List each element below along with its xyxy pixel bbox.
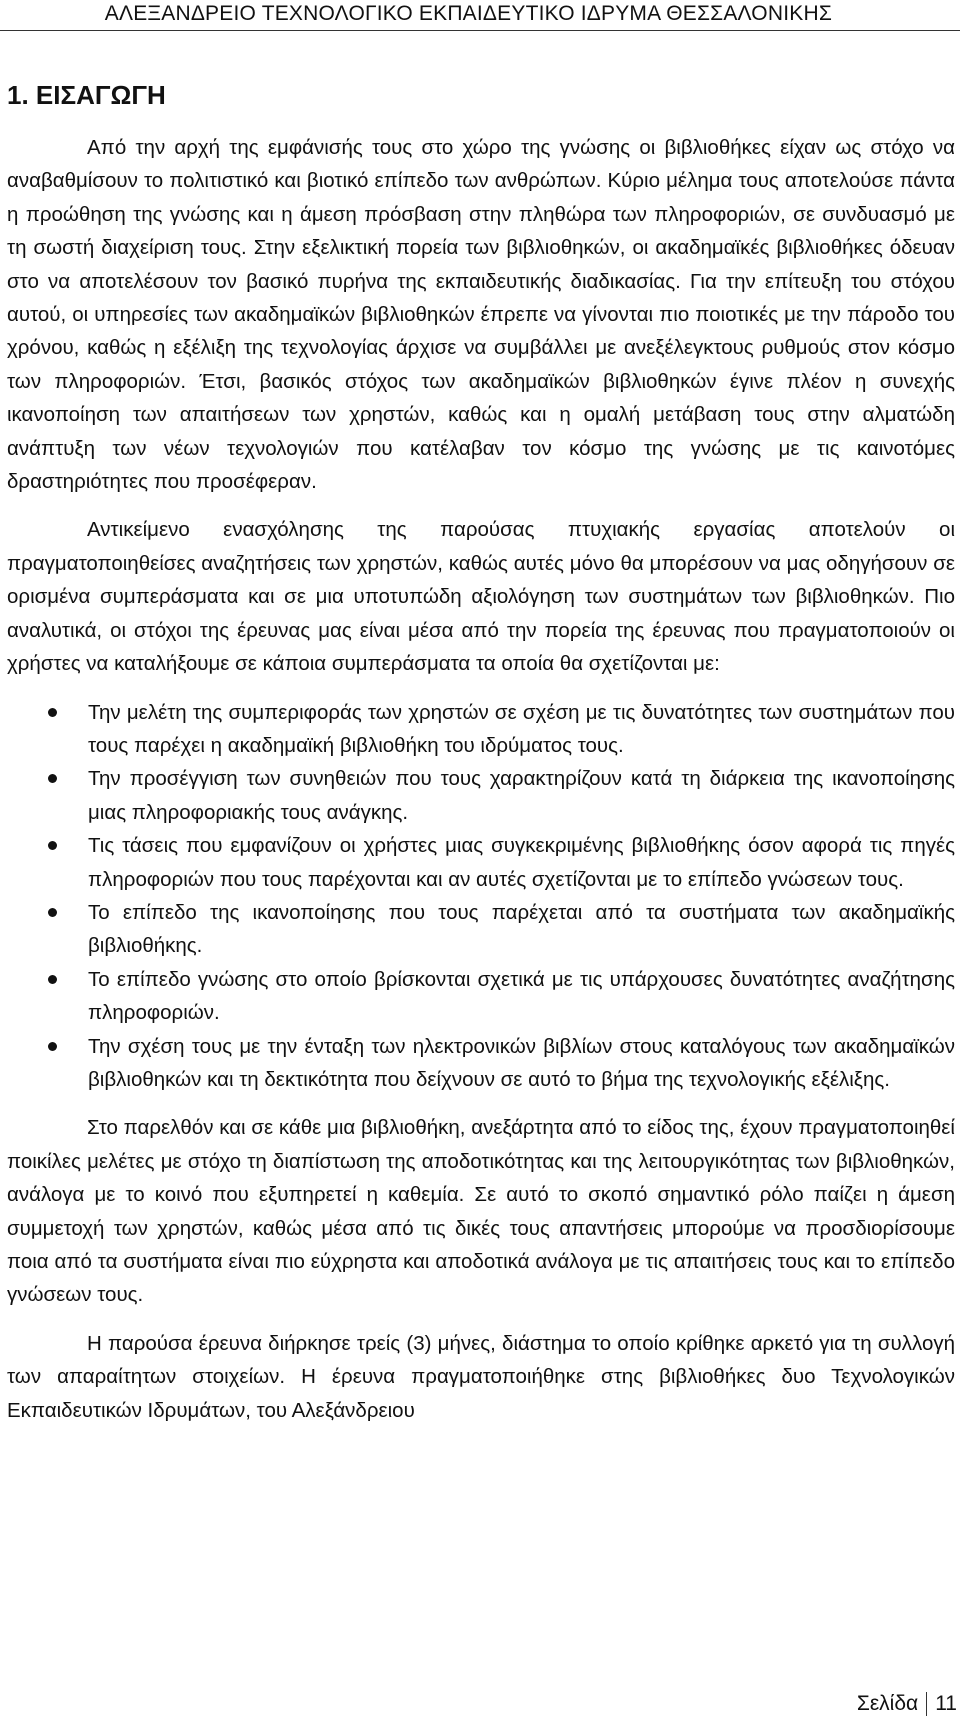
list-item (7, 896, 955, 963)
objectives-list (7, 696, 955, 1097)
paragraph-1: Από την αρχή της εμφάνισής τους στο χώρο της γνώσης οι βιβλιοθήκες είχαν ως στόχο να αναβαθμίσουν το πολιτιστικό και βιοτικό επίπεδο των ανθρώπων. Κύριο μέλημα τους αποτελούσε πάντα η προώθηση της γνώσης και η άμεση πρόσβαση στην πληθώρα των πληροφοριών, σε συνδυασμό με τη σωστή διαχείριση τους. Στην εξελικτική πορεία των βιβλιοθηκών, οι ακαδημαϊκές βιβλιοθήκες όδευαν στο να αποτελέσουν τον βασικό πυρήνα της εκπαιδευτικής διαδικασίας. Για την επίτευξη του στόχου αυτού, οι υπηρεσίες των ακαδημαϊκών βιβλιοθηκών έπρεπε να γίνονται πιο ποιοτικές με την πάροδο του χρόνου, καθώς η εξέλιξη της τεχνολογίας άρχισε να συμβάλλει με ανεξέλεγκτους ρυθμούς στον κόσμο των πληροφοριών. Έτσι, βασικός στόχος των ακαδημαϊκών βιβλιοθηκών έγινε πλέον η συνεχής ικανοποίηση των απαιτήσεων των χρηστών, καθώς και η ομαλή μετάβαση τους στην αλματώδη ανάπτυξη των νέων τεχνολογιών που κατέλαβαν τον κόσμο της γνώσης με τις καινοτόμες δραστηριότητες που προσέφεραν. (7, 136, 955, 494)
footer-separator (926, 1692, 927, 1716)
header-rule (0, 30, 960, 31)
section-title: 1. ΕΙΣΑΓΩΓΗ (7, 80, 166, 110)
paragraph-2: Αντικείμενο ενασχόλησης της παρούσας πτυχιακής εργασίας αποτελούν οι πραγματοποιηθείσες αναζητήσεις των χρηστών, καθώς αυτές μόνο θα μπορέσουν να μας οδηγήσουν σε ορισμένα συμπεράσματα και σε μια υποτυπώδη αξιολόγηση των συστημάτων των βιβλιοθηκών. Πιο αναλυτικά, οι στόχοι της έρευνας μας είναι μέσα από την πορεία της έρευνας που πραγματοποιούν οι χρήστες να καταλήξουμε σε κάποια συμπεράσματα τα οποία θα σχετίζονται με: (7, 518, 955, 676)
list-item-text: Το επίπεδο γνώσης στο οποίο βρίσκονται σχετικά με τις υπάρχουσες δυνατότητες αναζήτησης πληροφοριών. (88, 967, 955, 1025)
list-item (7, 963, 955, 1030)
bullet-icon (48, 975, 57, 984)
paragraph-4: Η παρούσα έρευνα διήρκησε τρείς (3) μήνες, διάστημα το οποίο κρίθηκε αρκετό για τη συλλογή των απαραίτητων στοιχείων. Η έρευνα πραγματοποιήθηκε στης βιβλιοθήκες δυο Τεχνολογικών Εκπαιδευτικών Ιδρυμάτων, του Αλεξάνδρειου (7, 1331, 955, 1422)
list-item-text: Την μελέτη της συμπεριφοράς των χρηστών σε σχέση με τις δυνατότητες των συστημάτων που τους παρέχει η ακαδημαϊκή βιβλιοθήκη του ιδρύματος τους. (88, 700, 955, 757)
page-label: Σελίδα (856, 1692, 919, 1715)
list-item (7, 829, 955, 896)
list-item (7, 696, 955, 763)
page-number: 11 (935, 1692, 957, 1715)
list-item-text: Το επίπεδο της ικανοποίησης που τους παρέχεται από τα συστήματα των ακαδημαϊκής βιβλιοθήκης. (88, 900, 955, 958)
bullet-icon (48, 908, 57, 917)
body-text (7, 131, 955, 1442)
list-item (7, 762, 955, 829)
bullet-icon (48, 1042, 57, 1051)
list-item (7, 1030, 955, 1097)
running-header (0, 0, 960, 40)
bullet-icon (48, 774, 57, 783)
page-footer (857, 1692, 957, 1716)
bullet-icon (48, 841, 57, 850)
list-item-text: Την προσέγγιση των συνηθειών που τους χαρακτηρίζουν κατά τη διάρκεια της ικανοποίησης μιας πληροφοριακής τους ανάγκης. (88, 767, 955, 824)
list-item-text: Την σχέση τους με την ένταξη των ηλεκτρονικών βιβλίων στους καταλόγους των ακαδημαϊκών βιβλιοθηκών και τη δεκτικότητα που δείχνουν σε αυτό το βήμα της τεχνολογικής εξέλιξης. (88, 1034, 955, 1091)
paragraph-3: Στο παρελθόν και σε κάθε μια βιβλιοθήκη, ανεξάρτητα από το είδος της, έχουν πραγματοποιηθεί ποικίλες μελέτες με στόχο τη διαπίστωση της αποδοτικότητας και της λειτουργικότητας των βιβλιοθηκών, ανάλογα με το κοινό που εξυπηρετεί η καθεμία. Σε αυτό το σκοπό σημαντικό ρόλο παίζει η άμεση συμμετοχή των χρηστών, καθώς μέσα από τις δικές τους απαντήσεις μπορούμε να προσδιορίσουμε ποια από τα συστήματα είναι πιο εύχρηστα και αποδοτικά ανάλογα με τις απαιτήσεις τους και το επίπεδο γνώσεων τους. (7, 1116, 955, 1307)
bullet-icon (48, 708, 57, 717)
list-item-text: Τις τάσεις που εμφανίζουν οι χρήστες μιας συγκεκριμένης βιβλιοθήκης όσον αφορά τις πηγές πληροφοριών που τους παρέχονται και αν αυτές σχετίζονται με το επίπεδο γνώσεων τους. (88, 834, 955, 891)
header-institution: ΑΛΕΞΑΝΔΡΕΙΟ ΤΕΧΝΟΛΟΓΙΚΟ ΕΚΠΑΙΔΕΥΤΙΚΟ ΙΔΡΥΜΑ ΘΕΣΣΑΛΟΝΙΚΗΣ (104, 2, 832, 25)
